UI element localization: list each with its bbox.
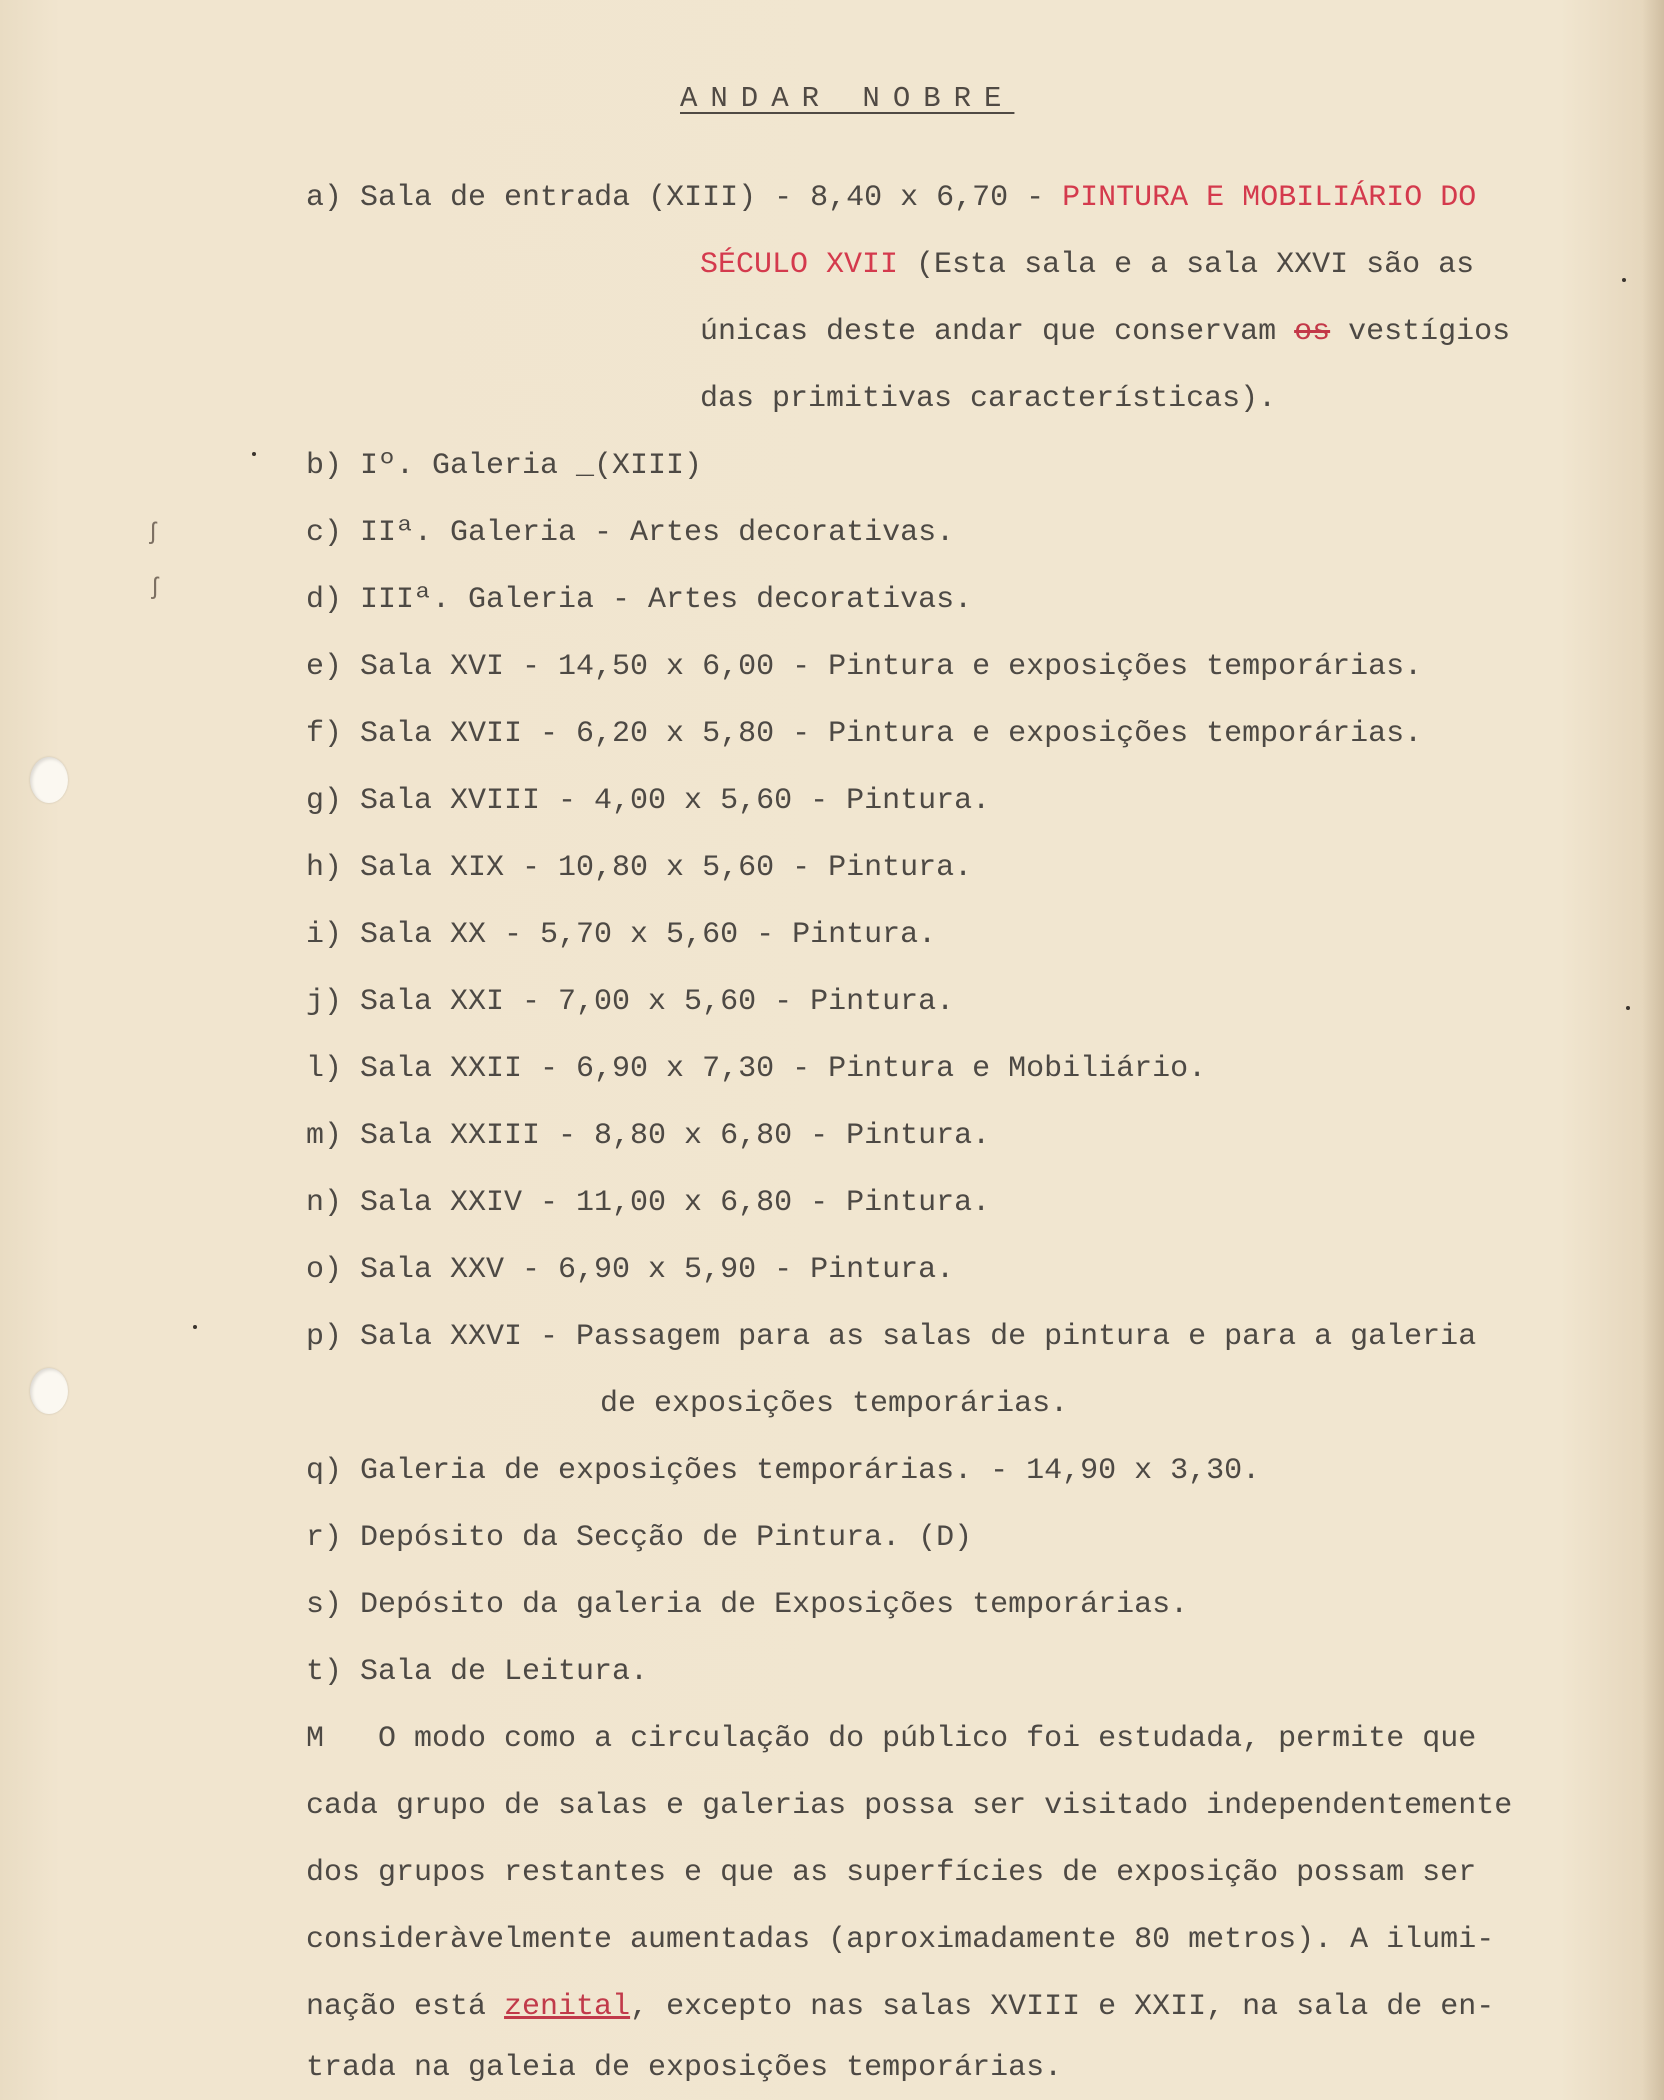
paragraph-line-4: consideràvelmente aumentadas (aproximadamente 80 metros). A ilumi-: [306, 1923, 1495, 1957]
list-item: t) Sala de Leitura.: [306, 1655, 649, 1689]
paragraph-line-1: [306, 1721, 1476, 1757]
paragraph-line-5: [306, 1989, 1494, 2025]
list-item: j) Sala XXI - 7,00 x 5,60 - Pintura.: [306, 985, 955, 1019]
entry-a-line-2: [700, 247, 1474, 283]
list-item: c) IIª. Galeria - Artes decorativas.: [306, 516, 955, 550]
entry-a-line-3-tail: vestígios: [1330, 315, 1511, 349]
list-item: o) Sala XXV - 6,90 x 5,90 - Pintura.: [306, 1253, 955, 1287]
ink-speck: [1626, 1006, 1630, 1010]
entry-a-line-3: [700, 314, 1510, 350]
list-item: f) Sala XVII - 6,20 x 5,80 - Pintura e exposições temporárias.: [306, 717, 1423, 751]
paragraph-marker: M: [306, 1722, 325, 1756]
underlined-word: zenital: [504, 1990, 631, 2024]
punch-hole-top: [30, 757, 68, 803]
list-item: g) Sala XVIII - 4,00 x 5,60 - Pintura.: [306, 784, 991, 818]
ink-speck: [1622, 278, 1626, 282]
struck-word: os: [1294, 315, 1331, 349]
list-item: d) IIIª. Galeria - Artes decorativas.: [306, 583, 973, 617]
list-item: b) Iº. Galeria _(XIII): [306, 449, 703, 483]
paragraph-line-6: trada na galeia de exposições temporárias.: [306, 2051, 1063, 2085]
entry-a-cont: (Esta sala e a sala XXVI são as: [898, 248, 1475, 282]
entry-a-red-century: SÉCULO XVII: [700, 248, 899, 282]
paragraph-line-5-end: , excepto nas salas XVIII e XXII, na sala de en-: [630, 1990, 1495, 2024]
punch-hole-bottom: [30, 1368, 68, 1414]
list-item: n) Sala XXIV - 11,00 x 6,80 - Pintura.: [306, 1186, 991, 1220]
list-item: h) Sala XIX - 10,80 x 5,60 - Pintura.: [306, 851, 973, 885]
page-title: ANDAR NOBRE: [680, 82, 1015, 115]
list-item: p) Sala XXVI - Passagem para as salas de pintura e para a galeria: [306, 1320, 1477, 1354]
entry-a-line-4: das primitivas características).: [700, 382, 1277, 416]
list-item: m) Sala XXIII - 8,80 x 6,80 - Pintura.: [306, 1119, 991, 1153]
entry-a-line-1: [306, 180, 1476, 216]
ink-speck: [252, 452, 256, 456]
list-item-continuation: de exposições temporárias.: [600, 1387, 1069, 1421]
list-item: q) Galeria de exposições temporárias. - 14,90 x 3,30.: [306, 1454, 1261, 1488]
paragraph-line-3: dos grupos restantes e que as superfícies de exposição possam ser: [306, 1856, 1477, 1890]
list-item: l) Sala XXII - 6,90 x 7,30 - Pintura e Mobiliário.: [306, 1052, 1207, 1086]
entry-a-marker: a): [306, 181, 343, 215]
entry-a-line-3-text: únicas deste andar que conservam: [700, 315, 1295, 349]
list-item: e) Sala XVI - 14,50 x 6,00 - Pintura e exposições temporárias.: [306, 650, 1423, 684]
entry-a-red-heading: PINTURA E MOBILIÁRIO DO: [1062, 181, 1477, 215]
ink-speck: [193, 1325, 197, 1329]
list-item: i) Sala XX - 5,70 x 5,60 - Pintura.: [306, 918, 937, 952]
paragraph-line-5-start: nação está: [306, 1990, 505, 2024]
entry-a-text: Sala de entrada (XIII) - 8,40 x 6,70 -: [360, 181, 1063, 215]
paragraph-text: O modo como a circulação do público foi estudada, permite que: [378, 1722, 1477, 1756]
page-edge-shadow: [1642, 0, 1664, 2100]
paragraph-line-2: cada grupo de salas e galerias possa ser visitado independentemente: [306, 1789, 1513, 1823]
list-item: r) Depósito da Secção de Pintura. (D): [306, 1521, 973, 1555]
staple-mark-icon: ʃ: [146, 520, 161, 547]
list-item: s) Depósito da galeria de Exposições temporárias.: [306, 1588, 1189, 1622]
staple-mark-icon: ʃ: [148, 575, 163, 602]
